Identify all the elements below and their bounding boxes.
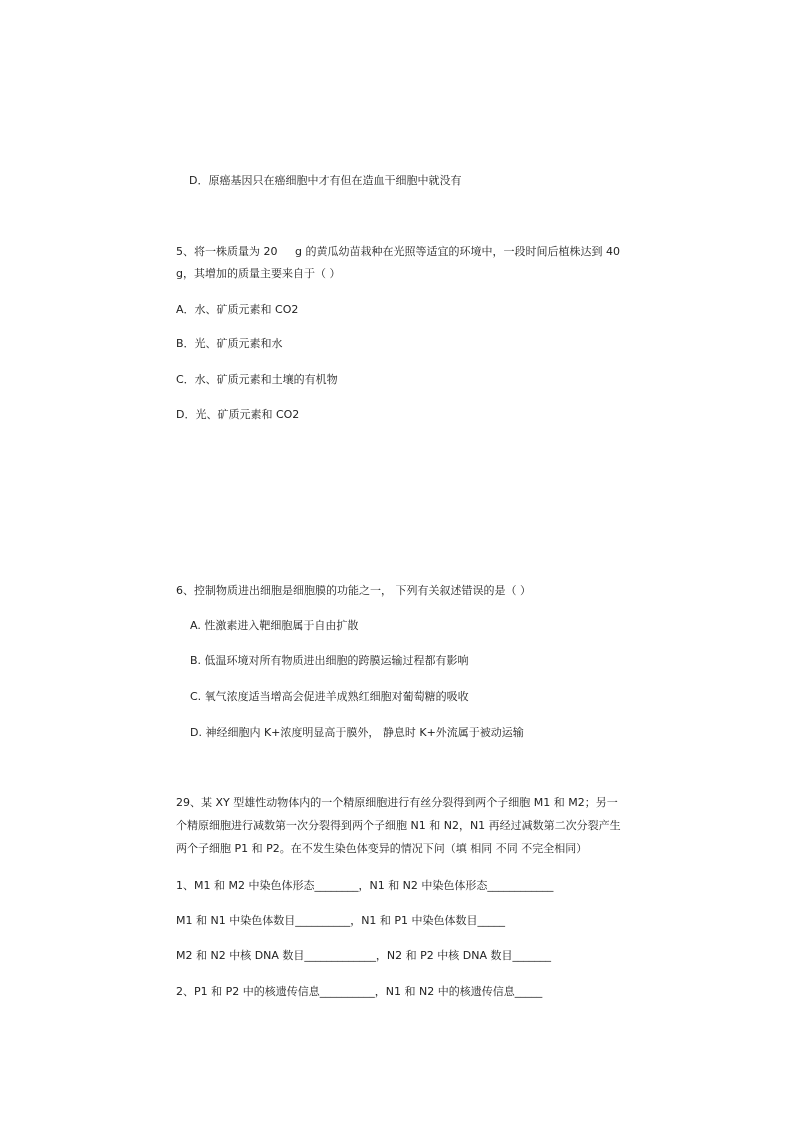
q5-stem-part-2: g 的黄瓜幼苗栽种在光照等适宜的环境中，一段时间后植株达到 40 bbox=[295, 245, 620, 258]
q29-sub-line-1: 1、M1 和 M2 中染色体形态________，N1 和 N2 中染色体形态____________ bbox=[176, 879, 554, 892]
q29-stem-line-2: 个精原细胞进行减数第一次分裂得到两个子细胞 N1 和 N2，N1 再经过减数第二次分裂产生 bbox=[176, 819, 621, 832]
q29-stem-line-1: 29、某 XY 型雄性动物体内的一个精原细胞进行有丝分裂得到两个子细胞 M1 和 M2；另一 bbox=[176, 796, 618, 809]
q6-stem: 6、控制物质进出细胞是细胞膜的功能之一， 下列有关叙述错误的是（ ） bbox=[176, 584, 531, 597]
q29-stem-line-3: 两个子细胞 P1 和 P2。在不发生染色体变异的情况下问（填 相同 不同 不完全相同） bbox=[176, 842, 588, 855]
q5-stem-part-1: 5、将一株质量为 20 bbox=[176, 245, 278, 258]
q6-option-c: C. 氧气浓度适当增高会促进羊成熟红细胞对葡萄糖的吸收 bbox=[190, 690, 469, 703]
prev-option-d: D．原癌基因只在癌细胞中才有但在造血干细胞中就没有 bbox=[189, 174, 462, 187]
q29-sub-line-3: M2 和 N2 中核 DNA 数目_____________，N2 和 P2 中核 DNA 数目_______ bbox=[176, 949, 551, 962]
q5-option-d: D．光、矿质元素和 CO2 bbox=[176, 408, 300, 421]
q29-sub-line-4: 2、P1 和 P2 中的核遗传信息__________，N1 和 N2 中的核遗传信息_____ bbox=[176, 985, 543, 998]
q5-stem-line-2: g，其增加的质量主要来自于（ ） bbox=[176, 267, 341, 280]
q5-option-a: A．水、矿质元素和 CO2 bbox=[176, 303, 299, 316]
q29-sub-line-2: M1 和 N1 中染色体数目__________，N1 和 P1 中染色体数目_____ bbox=[176, 914, 506, 927]
q6-option-d: D. 神经细胞内 K+浓度明显高于膜外， 静息时 K+外流属于被动运输 bbox=[190, 726, 524, 739]
q6-option-a: A. 性激素进入靶细胞属于自由扩散 bbox=[190, 619, 359, 632]
q5-option-c: C．水、矿质元素和土壤的有机物 bbox=[176, 373, 338, 386]
q5-stem-line-1 bbox=[176, 244, 620, 260]
q5-option-b: B．光、矿质元素和水 bbox=[176, 337, 283, 350]
q6-option-b: B. 低温环境对所有物质进出细胞的跨膜运输过程都有影响 bbox=[190, 654, 469, 667]
